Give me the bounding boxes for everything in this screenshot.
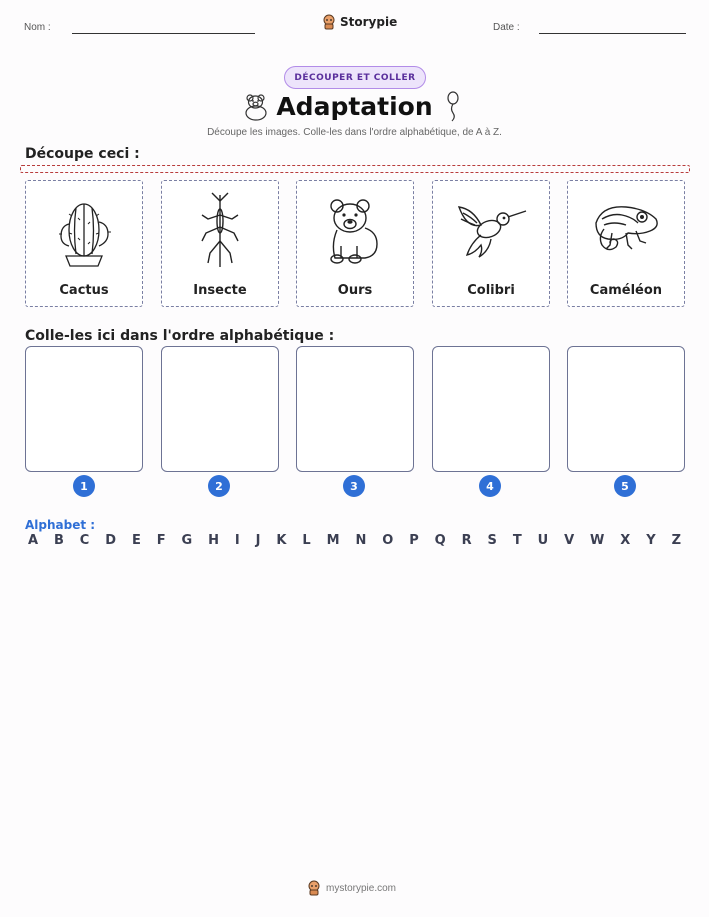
paste-slot-3[interactable]	[296, 346, 414, 472]
alphabet-letter: M	[326, 533, 340, 548]
date-label: Date :	[493, 22, 520, 33]
alphabet-letter: A	[28, 533, 39, 548]
alphabet-letter: Y	[646, 533, 656, 548]
balloon-icon	[444, 90, 462, 122]
paste-slot-5[interactable]	[567, 346, 685, 472]
cactus-icon	[52, 194, 116, 268]
cut-card-ours[interactable]	[296, 180, 414, 307]
alphabet-letter: J	[255, 533, 261, 548]
brand-name: Storypie	[340, 15, 398, 29]
cut-card-cactus[interactable]	[25, 180, 143, 307]
alphabet-letter: T	[512, 533, 522, 548]
brand-logo	[322, 14, 397, 30]
alphabet-letter: K	[276, 533, 287, 548]
alphabet-letter: G	[181, 533, 193, 548]
alphabet-letter: P	[409, 533, 419, 548]
page-title: Adaptation	[276, 92, 433, 121]
slot-number-2: 2	[208, 475, 230, 497]
name-label: Nom :	[24, 22, 51, 33]
footer	[307, 880, 396, 896]
stick-insect-icon	[198, 191, 242, 271]
alphabet-letter: L	[302, 533, 311, 548]
alphabet-letter: N	[355, 533, 367, 548]
card-label: Caméléon	[589, 283, 663, 298]
cut-heading: Découpe ceci :	[25, 146, 140, 162]
slot-number-3: 3	[343, 475, 365, 497]
date-line[interactable]	[539, 33, 686, 34]
storypie-mascot-icon	[307, 880, 321, 896]
instructions: Découpe les images. Colle-les dans l'ordre alphabétique, de A à Z.	[207, 127, 502, 138]
paste-heading: Colle-les ici dans l'ordre alphabétique :	[25, 328, 335, 344]
name-line[interactable]	[72, 33, 255, 34]
alphabet-letter: X	[620, 533, 631, 548]
card-label: Cactus	[59, 283, 109, 298]
alphabet-letter: R	[461, 533, 472, 548]
bear-icon	[323, 196, 387, 266]
alphabet-letter: E	[131, 533, 141, 548]
slot-number-1: 1	[73, 475, 95, 497]
alphabet-row	[28, 533, 681, 548]
alphabet-letter: C	[79, 533, 90, 548]
paste-slot-1[interactable]	[25, 346, 143, 472]
alphabet-letter: Q	[434, 533, 446, 548]
card-label: Ours	[337, 283, 373, 298]
card-label: Insecte	[193, 283, 247, 298]
activity-badge: DÉCOUPER ET COLLER	[284, 66, 426, 89]
card-label: Colibri	[467, 283, 515, 298]
alphabet-letter: F	[156, 533, 166, 548]
alphabet-letter: S	[487, 533, 497, 548]
storypie-mascot-icon	[322, 14, 336, 30]
paste-slot-2[interactable]	[161, 346, 279, 472]
alphabet-letter: W	[590, 533, 605, 548]
alphabet-letter: Z	[671, 533, 681, 548]
alphabet-letter: B	[53, 533, 64, 548]
chameleon-icon	[590, 199, 662, 263]
alphabet-letter: I	[234, 533, 240, 548]
paste-slot-4[interactable]	[432, 346, 550, 472]
footer-url: mystorypie.com	[326, 882, 397, 894]
alphabet-letter: D	[105, 533, 117, 548]
alphabet-letter: H	[208, 533, 220, 548]
cut-card-colibri[interactable]	[432, 180, 550, 307]
alphabet-letter: V	[564, 533, 575, 548]
alphabet-letter: U	[537, 533, 549, 548]
alphabet-letter: O	[382, 533, 394, 548]
cut-dashed-line	[20, 165, 690, 173]
alphabet-heading: Alphabet :	[25, 518, 96, 532]
hummingbird-icon	[455, 199, 527, 263]
slot-number-4: 4	[479, 475, 501, 497]
cut-card-insecte[interactable]	[161, 180, 279, 307]
cut-card-cameleon[interactable]	[567, 180, 685, 307]
slot-number-5: 5	[614, 475, 636, 497]
